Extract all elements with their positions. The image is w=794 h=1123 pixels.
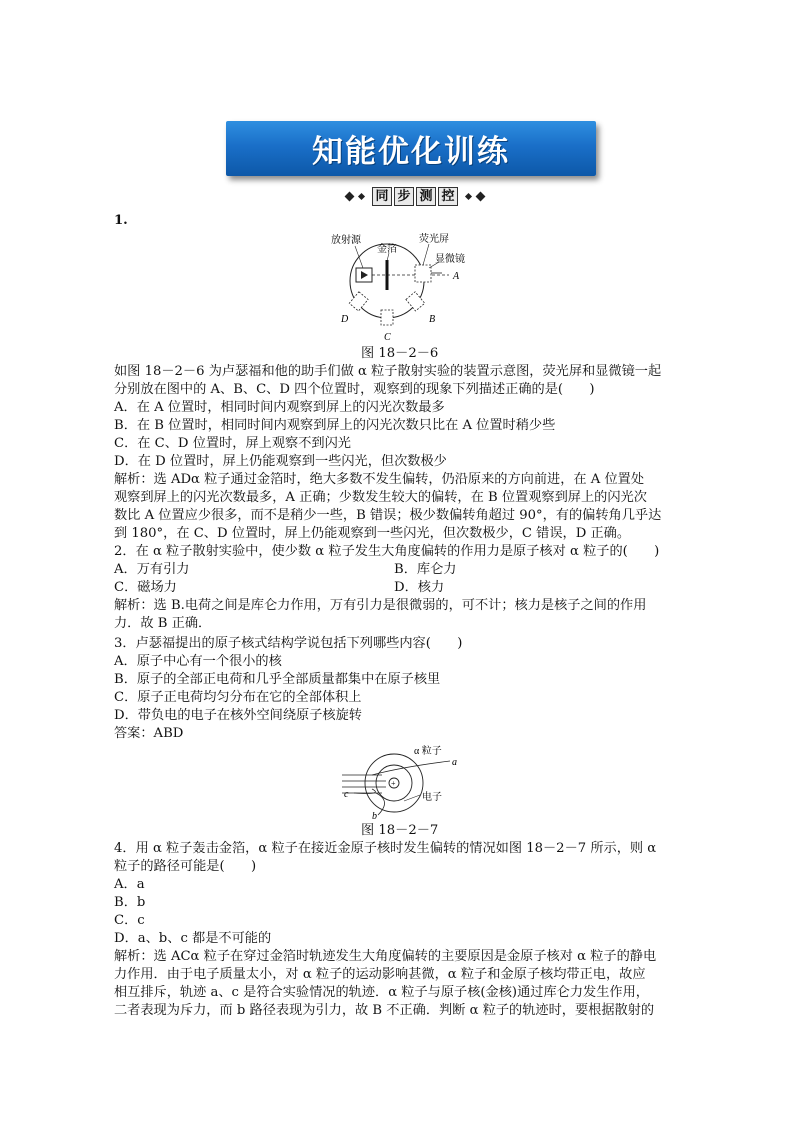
- q2-analysis-line: 解析：选 B.电荷之间是库仑力作用，万有引力是很微弱的，可不计；核力是核子之间的作用: [114, 598, 647, 613]
- q4-option: D．a、b、c 都是不可能的: [114, 931, 272, 946]
- q1-option: D．在 D 位置时，屏上仍能观察到一些闪光，但次数极少: [114, 454, 447, 469]
- section-subheading: [330, 186, 500, 206]
- label-source: 放射源: [331, 235, 361, 246]
- q4-option: B．b: [114, 895, 146, 910]
- label-A: A: [453, 271, 460, 282]
- subheading-char: 测: [416, 187, 436, 206]
- diamond-icon: [476, 191, 486, 201]
- label-C: C: [384, 332, 391, 343]
- diamond-icon: [358, 192, 365, 199]
- alpha-deflection-figure: [342, 745, 482, 821]
- q2-option: A．万有引力: [114, 562, 190, 577]
- label-B: B: [429, 314, 436, 325]
- q2-option: C．磁场力: [114, 580, 177, 595]
- q3-option: D．带负电的电子在核外空间绕原子核旋转: [114, 708, 362, 723]
- subheading-char: 控: [438, 187, 458, 206]
- question-number: 1.: [114, 213, 128, 228]
- label-electron: 电子: [422, 792, 442, 803]
- path-b: [376, 793, 385, 815]
- label-microscope: 显微镜: [435, 254, 465, 265]
- diamond-icon: [345, 191, 355, 201]
- q4-analysis-line: 力作用．由于电子质量太小，对 α 粒子的运动影响甚微，α 粒子和金原子核均带正电，故应: [114, 967, 646, 982]
- q3-stem: 3．卢瑟福提出的原子核式结构学说包括下列哪些内容( ): [114, 636, 463, 651]
- label-screen: 荧光屏: [419, 234, 449, 245]
- q1-option: C．在 C、D 位置时，屏上观察不到闪光: [114, 436, 351, 451]
- q1-analysis-line: 到 180°，在 C、D 位置时，屏上仍能观察到一些闪光，但次数极少，C 错误，D 正确。: [114, 526, 631, 541]
- label-b: b: [372, 811, 377, 821]
- q4-option: C．c: [114, 913, 145, 928]
- q2-option: D．核力: [394, 580, 445, 595]
- q3-option: A．原子中心有一个很小的核: [114, 654, 282, 669]
- q1-option: B．在 B 位置时，相同时间内观察到屏上的闪光次数只比在 A 位置时稍少些: [114, 418, 556, 433]
- q4-analysis-line: 二者表现为斥力，而 b 路径表现为引力，故 B 不正确．判断 α 粒子的轨迹时，要根据散射的: [114, 1003, 655, 1018]
- label-alpha: α 粒子: [414, 746, 442, 757]
- label-foil: 金箔: [377, 244, 397, 255]
- position-C-box: [381, 310, 393, 325]
- figure-caption: 图 18－2－7: [361, 823, 439, 838]
- q3-option: C．原子正电荷均匀分布在它的全部体积上: [114, 690, 362, 705]
- label-D: D: [341, 314, 349, 325]
- screen-microscope-A: [415, 265, 431, 282]
- q1-analysis-line: 观察到屏上的闪光次数最多，A 正确；少数发生较大的偏转，在 B 位置观察到屏上的闪光次: [114, 490, 647, 505]
- section-banner: [226, 121, 596, 176]
- label-c: c: [344, 789, 349, 800]
- q2-analysis-line: 力．故 B 正确．: [114, 616, 212, 631]
- q4-analysis-line: 相互排斥，轨迹 a、c 是符合实验情况的轨迹．α 粒子与原子核(金核)通过库仑力发生作用，: [114, 985, 649, 1000]
- banner-title: 知能优化训练: [312, 134, 510, 170]
- nucleus-sign: +: [391, 779, 396, 788]
- q1-analysis-line: 解析：选 ADα 粒子通过金箔时，绝大多数不发生偏转，仍沿原来的方向前进，在 A 位置处: [114, 472, 645, 487]
- q3-answer: 答案：ABD: [114, 726, 184, 741]
- diamond-icon: [465, 192, 472, 199]
- figure-caption: 图 18－2－6: [361, 346, 439, 361]
- q4-option: A．a: [114, 877, 145, 892]
- q1-analysis-line: 数比 A 位置应少很多，而不是稍少一些，B 错误；极少数偏转角超过 90°，有的偏转角几乎达: [114, 508, 662, 523]
- label-a: a: [452, 757, 457, 768]
- subheading-char: 步: [394, 187, 414, 206]
- q1-stem-line: 如图 18－2－6 为卢瑟福和他的助手们做 α 粒子散射实验的装置示意图，荧光屏和显微镜一起: [114, 364, 662, 379]
- q4-analysis-line: 解析：选 ACα 粒子在穿过金箔时轨迹发生大角度偏转的主要原因是金原子核对 α 粒子的静电: [114, 949, 657, 964]
- q1-stem-line: 分别放在图中的 A、B、C、D 四个位置时，观察到的现象下列描述正确的是( ): [114, 382, 595, 397]
- subheading-chars: [372, 187, 458, 206]
- q3-option: B．原子的全部正电荷和几乎全部质量都集中在原子核里: [114, 672, 441, 687]
- q1-option: A．在 A 位置时，相同时间内观察到屏上的闪光次数最多: [114, 400, 445, 415]
- q2-option: B．库仑力: [394, 562, 457, 577]
- q2-stem: 2．在 α 粒子散射实验中，使少数 α 粒子发生大角度偏转的作用力是原子核对 α 粒子的( ): [114, 544, 660, 559]
- q4-stem-line: 粒子的路径可能是( ): [114, 859, 257, 874]
- subheading-char: 同: [372, 187, 392, 206]
- scattering-apparatus-figure: [325, 228, 475, 346]
- q4-stem-line: 4．用 α 粒子轰击金箔，α 粒子在接近金原子核时发生偏转的情况如图 18－2－7 所示，则 α: [114, 841, 657, 856]
